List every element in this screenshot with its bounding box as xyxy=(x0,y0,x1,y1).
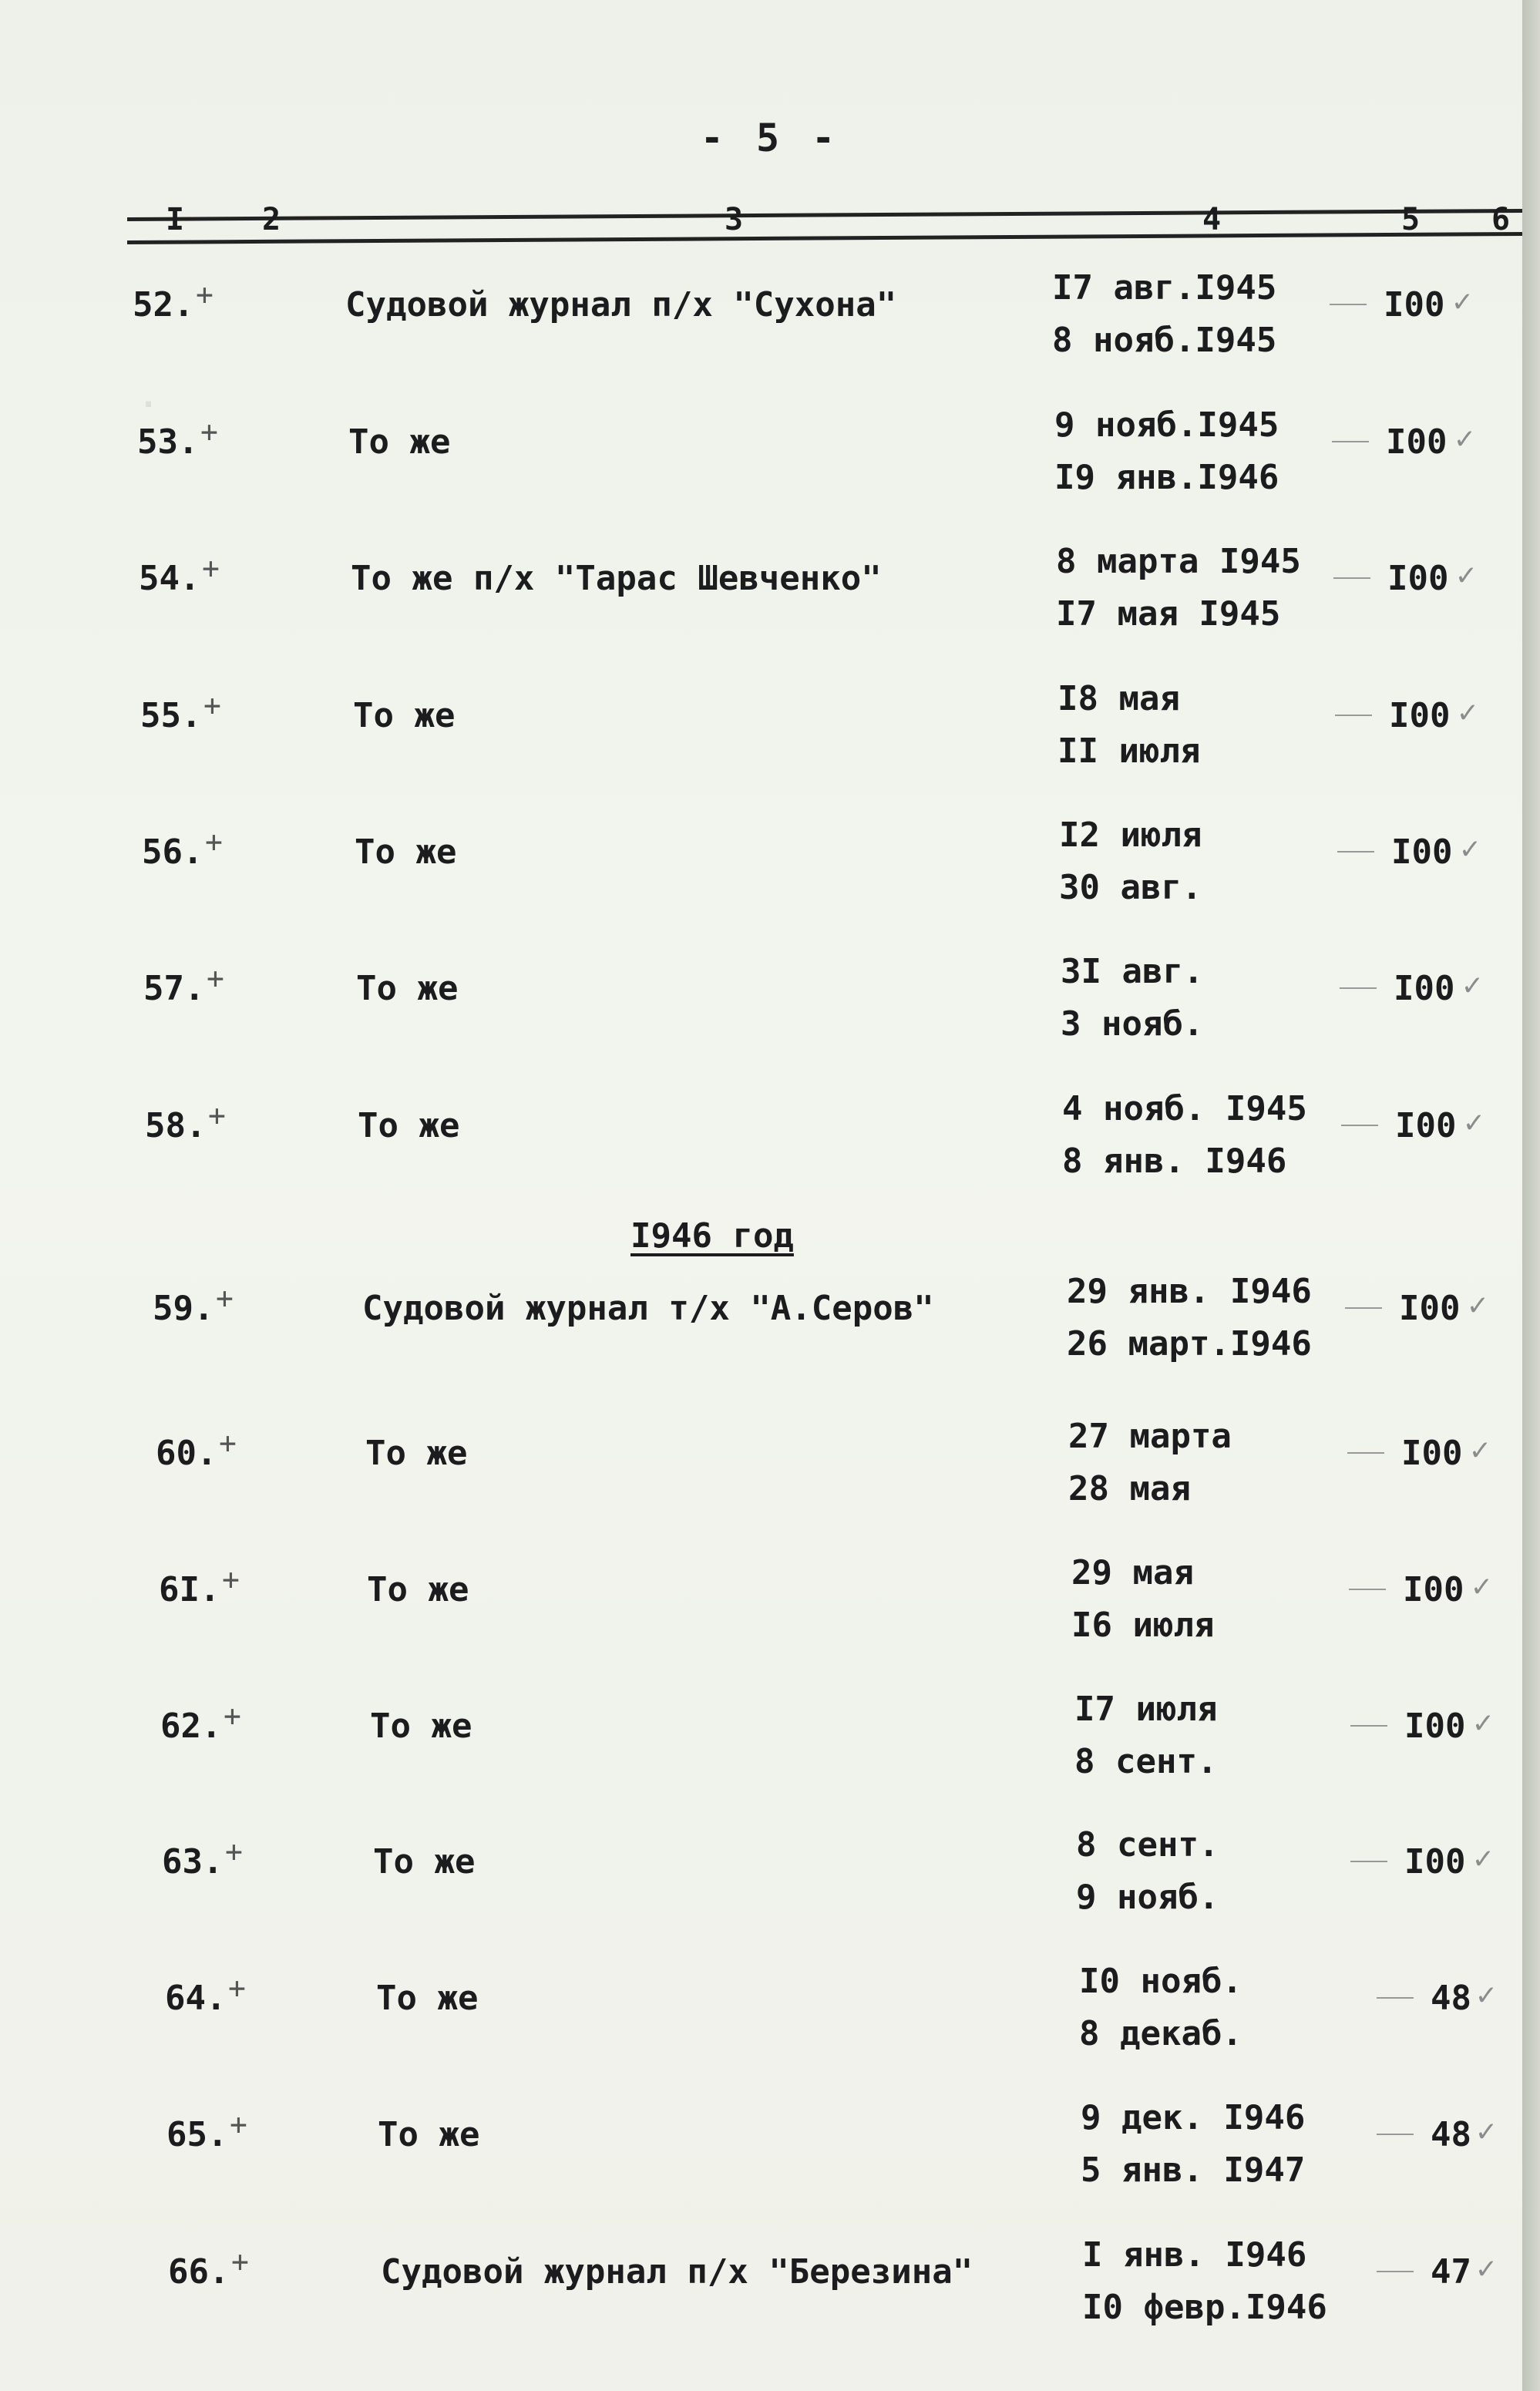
entry-sheet-count: I00 xyxy=(1395,1106,1457,1145)
entry-sheet-count: I00 xyxy=(1386,422,1448,462)
entry-number: 6I. xyxy=(159,1570,220,1609)
entry-date-start: I янв. I946 xyxy=(1082,2235,1307,2275)
entry-sheet-count: 48 xyxy=(1431,2115,1471,2154)
entry-date-end: 8 янв. I946 xyxy=(1062,1142,1287,1181)
table-row xyxy=(0,1825,1522,1950)
year-heading: I946 год xyxy=(630,1216,794,1256)
entry-date-end: 8 сент. xyxy=(1074,1742,1218,1781)
entry-pencil-mark: + xyxy=(224,1699,241,1733)
entry-sheet-count: I00 xyxy=(1387,559,1449,598)
check-mark-icon: ✓ xyxy=(1474,1841,1493,1876)
check-mark-icon: ✓ xyxy=(1464,1105,1484,1140)
entry-number: 65. xyxy=(166,2115,228,2154)
pencil-dash xyxy=(1347,1452,1384,1454)
entry-date-end: II июля xyxy=(1057,731,1201,771)
header-col-5: 5 xyxy=(1401,202,1421,237)
check-mark-icon: ✓ xyxy=(1453,284,1472,319)
entry-date-end: I0 февр.I946 xyxy=(1082,2288,1327,2327)
entry-date-end: 26 март.I946 xyxy=(1067,1324,1312,1364)
entry-number: 63. xyxy=(162,1842,224,1882)
entry-title: Судовой журнал п/х "Сухона" xyxy=(345,285,897,325)
pencil-dash xyxy=(1340,987,1377,989)
entry-date-end: I7 мая I945 xyxy=(1056,594,1281,634)
entry-date-end: I6 июля xyxy=(1071,1606,1215,1645)
entry-pencil-mark: + xyxy=(216,1281,234,1315)
table-row xyxy=(0,2235,1522,2360)
entry-title: То же п/х "Тарас Шевченко" xyxy=(351,559,882,598)
entry-date-end: 30 авг. xyxy=(1059,868,1202,907)
entry-date-start: I2 июля xyxy=(1059,815,1202,855)
table-row xyxy=(0,1690,1522,1814)
check-mark-icon: ✓ xyxy=(1477,1977,1496,2013)
entry-sheet-count: I00 xyxy=(1391,832,1453,872)
entry-date-start: I7 авг.I945 xyxy=(1052,268,1277,308)
pencil-dash xyxy=(1333,577,1370,579)
table-row xyxy=(0,1417,1522,1542)
entry-pencil-mark: + xyxy=(222,1562,240,1596)
check-mark-icon: ✓ xyxy=(1461,831,1480,866)
page-number: - 5 - xyxy=(700,116,840,160)
entry-sheet-count: I00 xyxy=(1403,1570,1464,1609)
entry-date-start: 29 мая xyxy=(1071,1553,1194,1592)
entry-sheet-count: 48 xyxy=(1431,1979,1471,2018)
entry-date-start: I7 июля xyxy=(1074,1690,1218,1729)
entry-date-start: 4 нояб. I945 xyxy=(1062,1089,1307,1128)
entry-title: То же xyxy=(356,969,459,1008)
entry-sheet-count: I00 xyxy=(1404,1842,1466,1882)
entry-date-end: 8 нояб.I945 xyxy=(1052,321,1277,360)
pencil-dash xyxy=(1345,1307,1382,1309)
entry-title: То же xyxy=(370,1707,472,1746)
header-col-3: 3 xyxy=(725,202,744,237)
entry-title: То же xyxy=(358,1106,460,1145)
table-row xyxy=(0,1089,1522,1214)
check-mark-icon: ✓ xyxy=(1474,1705,1493,1740)
check-mark-icon: ✓ xyxy=(1458,694,1478,730)
check-mark-icon: ✓ xyxy=(1471,1432,1490,1468)
entry-date-start: 29 янв. I946 xyxy=(1067,1272,1312,1311)
pencil-dash xyxy=(1341,1125,1378,1126)
entry-number: 57. xyxy=(143,969,205,1008)
entry-pencil-mark: + xyxy=(205,825,223,859)
entry-number: 58. xyxy=(145,1106,207,1145)
check-mark-icon: ✓ xyxy=(1457,557,1476,593)
entry-pencil-mark: + xyxy=(203,688,221,722)
header-col-6: 6 xyxy=(1491,202,1511,237)
entry-date-start: I0 нояб. xyxy=(1079,1962,1242,2001)
entry-date-start: 8 сент. xyxy=(1076,1825,1219,1865)
check-mark-icon: ✓ xyxy=(1477,2251,1496,2286)
entry-pencil-mark: + xyxy=(228,1971,246,2005)
entry-title: То же xyxy=(367,1570,469,1609)
entry-date-start: 9 нояб.I945 xyxy=(1054,405,1279,445)
entry-title: То же xyxy=(355,832,457,872)
entry-pencil-mark: + xyxy=(225,1834,243,1868)
entry-number: 54. xyxy=(139,559,200,598)
check-mark-icon: ✓ xyxy=(1455,421,1474,456)
pencil-dash xyxy=(1335,715,1372,716)
entry-number: 55. xyxy=(140,696,202,735)
entry-number: 53. xyxy=(137,422,199,462)
entry-title: То же xyxy=(353,696,456,735)
header-col-4: 4 xyxy=(1202,202,1222,237)
entry-date-start: 3I авг. xyxy=(1061,952,1204,991)
entry-date-end: 5 янв. I947 xyxy=(1081,2151,1306,2190)
pencil-dash xyxy=(1377,2271,1414,2272)
entry-sheet-count: I00 xyxy=(1401,1434,1463,1473)
pencil-dash xyxy=(1377,2134,1414,2135)
entry-title: То же xyxy=(365,1434,468,1473)
entry-pencil-mark: + xyxy=(207,961,224,995)
header-col-1: I xyxy=(166,202,185,237)
entry-date-start: 9 дек. I946 xyxy=(1081,2098,1306,2137)
table-row xyxy=(0,1553,1522,1678)
entry-sheet-count: I00 xyxy=(1384,285,1445,325)
entry-pencil-mark: + xyxy=(231,2245,249,2278)
pencil-dash xyxy=(1337,851,1374,852)
entry-sheet-count: 47 xyxy=(1431,2252,1471,2292)
pencil-dash xyxy=(1350,1725,1387,1727)
entry-date-end: 28 мая xyxy=(1068,1469,1191,1508)
pencil-dash xyxy=(1349,1589,1386,1590)
entry-number: 59. xyxy=(153,1289,214,1328)
entry-number: 60. xyxy=(156,1434,217,1473)
entry-title: То же xyxy=(378,2115,480,2154)
entry-date-start: 8 марта I945 xyxy=(1056,542,1301,581)
entry-title: Судовой журнал п/х "Березина" xyxy=(381,2252,973,2292)
entry-number: 66. xyxy=(168,2252,230,2292)
entry-number: 56. xyxy=(142,832,203,872)
entry-date-end: 3 нояб. xyxy=(1061,1004,1204,1044)
entry-pencil-mark: + xyxy=(219,1426,237,1460)
entry-pencil-mark: + xyxy=(200,415,218,449)
entry-date-end: 8 декаб. xyxy=(1079,2014,1242,2053)
bleed-through: · xyxy=(139,385,159,423)
entry-pencil-mark: + xyxy=(202,551,220,585)
entry-sheet-count: I00 xyxy=(1394,969,1455,1008)
table-row xyxy=(0,1962,1522,2087)
check-mark-icon: ✓ xyxy=(1463,967,1482,1003)
pencil-dash xyxy=(1350,1861,1387,1862)
entry-date-end: I9 янв.I946 xyxy=(1054,458,1279,497)
entry-date-end: 9 нояб. xyxy=(1076,1878,1219,1917)
entry-pencil-mark: + xyxy=(196,277,214,311)
table-row xyxy=(0,815,1522,940)
table-row xyxy=(0,952,1522,1077)
entry-number: 62. xyxy=(160,1707,222,1746)
pencil-dash xyxy=(1330,304,1367,305)
table-row xyxy=(0,268,1522,393)
entry-pencil-mark: + xyxy=(208,1098,226,1132)
check-mark-icon: ✓ xyxy=(1468,1287,1488,1323)
table-row xyxy=(0,679,1522,804)
page-edge xyxy=(1522,0,1540,2391)
table-row xyxy=(0,542,1522,667)
header-col-2: 2 xyxy=(262,202,281,237)
entry-sheet-count: I00 xyxy=(1389,696,1451,735)
check-mark-icon: ✓ xyxy=(1472,1569,1491,1604)
entry-date-start: 27 марта xyxy=(1068,1417,1232,1456)
entry-title: То же xyxy=(376,1979,479,2018)
pencil-dash xyxy=(1377,1997,1414,1999)
entry-sheet-count: I00 xyxy=(1404,1707,1466,1746)
check-mark-icon: ✓ xyxy=(1477,2114,1496,2149)
entry-title: Судовой журнал т/х "А.Серов" xyxy=(362,1289,934,1328)
pencil-dash xyxy=(1332,441,1369,442)
table-row xyxy=(0,405,1522,530)
entry-sheet-count: I00 xyxy=(1399,1289,1461,1328)
entry-number: 64. xyxy=(165,1979,227,2018)
table-row xyxy=(0,2098,1522,2223)
table-row xyxy=(0,1272,1522,1397)
entry-title: То же xyxy=(348,422,451,462)
entry-title: То же xyxy=(373,1842,476,1882)
entry-date-start: I8 мая xyxy=(1057,679,1180,718)
entry-number: 52. xyxy=(133,285,194,325)
entry-pencil-mark: + xyxy=(230,2107,247,2141)
